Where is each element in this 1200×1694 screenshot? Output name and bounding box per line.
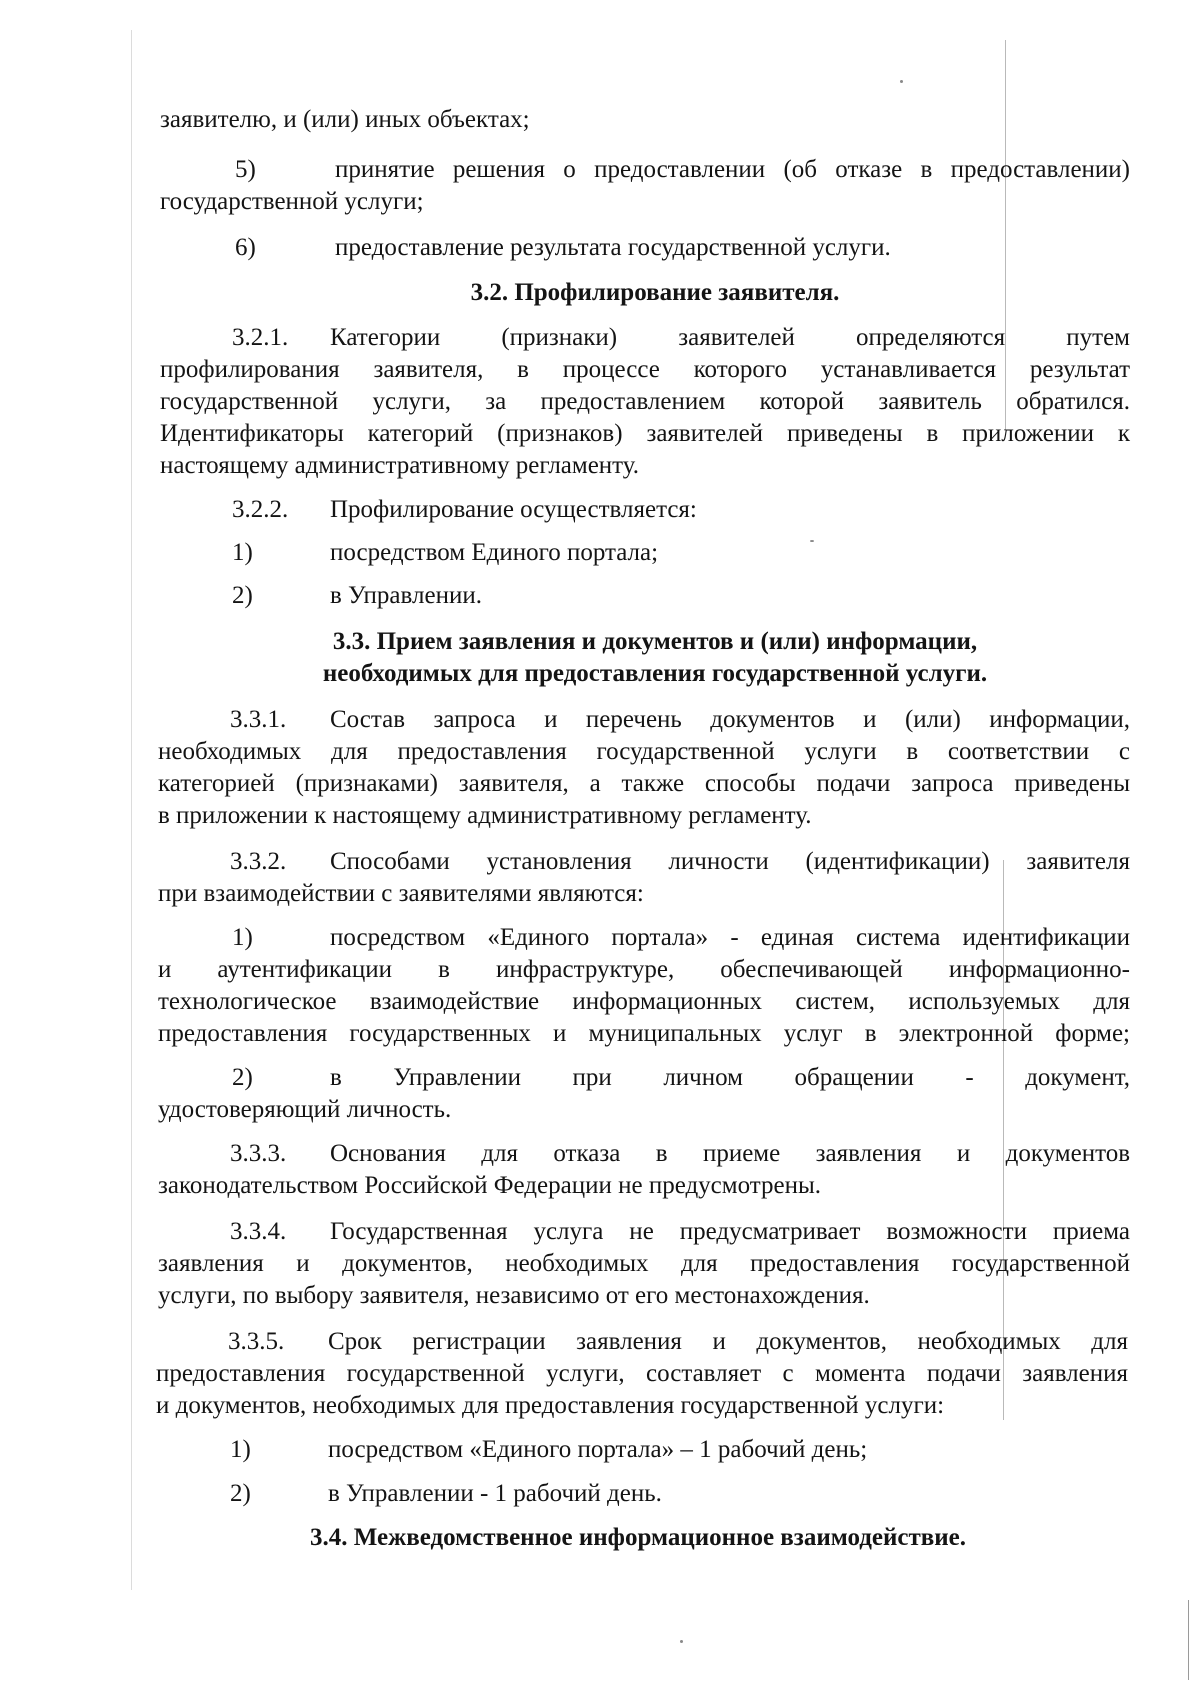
clause-number: 3.2.1. [232,324,289,351]
paragraph-line: предоставления государственной услуги, составляет с момента подачи заявления [156,1360,1128,1387]
paragraph-line: государственной услуги, за предоставлением которой заявитель обратился. [160,388,1130,415]
clause-number: 3.3.5. [228,1328,285,1355]
list-marker: 6) [235,234,256,261]
paragraph-line: Срок регистрации заявления и документов, необходимых для [328,1328,1128,1355]
text-line: государственной услуги; [160,188,424,215]
list-marker: 5) [235,156,256,183]
paragraph-line: Состав запроса и перечень документов и (или) информации, [330,706,1130,733]
paragraph-line: Основания для отказа в приеме заявления и документов [330,1140,1130,1167]
paragraph-line: профилирования заявителя, в процессе которого устанавливается результат [160,356,1130,383]
section-heading: 3.3. Прием заявления и документов и (или) информации, [332,628,978,655]
section-heading: 3.2. Профилирование заявителя. [470,279,840,306]
paragraph-line: в приложении к настоящему административному регламенту. [158,802,812,829]
clause-number: 3.3.1. [230,706,287,733]
clause-number: 3.3.3. [230,1140,287,1167]
list-item-text: посредством Единого портала; [330,539,659,566]
list-item-text: принятие решения о предоставлении (об отказе в предоставлении) [335,156,1130,183]
paragraph-line: необходимых для предоставления государственной услуги в соответствии с [158,738,1130,765]
section-heading: 3.4. Межведомственное информационное взаимодействие. [310,1524,966,1551]
list-marker: 2) [232,1064,253,1091]
paragraph-line: удостоверяющий личность. [158,1096,452,1123]
list-marker: 1) [230,1436,251,1463]
list-marker: 2) [232,582,253,609]
list-marker: 2) [230,1480,251,1507]
text-line: заявителю, и (или) иных объектах; [160,106,530,133]
paragraph-line: предоставления государственных и муниципальных услуг в электронной форме; [158,1020,1130,1047]
paragraph-line: законодательством Российской Федерации не предусмотрены. [158,1172,822,1199]
paragraph-line: категорией (признаками) заявителя, а также способы подачи запроса приведены [158,770,1130,797]
scan-artifact-line [1188,1600,1189,1680]
clause-number: 3.3.2. [230,848,287,875]
list-item-text: в Управлении - 1 рабочий день. [328,1480,662,1507]
paragraph-line: технологическое взаимодействие информационных систем, используемых для [158,988,1130,1015]
section-heading: необходимых для предоставления государственной услуги. [322,660,988,687]
paragraph-line: настоящему административному регламенту. [160,452,640,479]
clause-number: 3.2.2. [232,496,289,523]
list-item-text: в Управлении при личном обращении - документ, [330,1064,1130,1091]
paragraph-line: Профилирование осуществляется: [330,496,697,523]
scan-artifact-dot [680,1640,683,1643]
scan-artifact-dot [900,80,903,83]
list-marker: 1) [232,539,253,566]
paragraph-line: и документов, необходимых для предоставления государственной услуги: [156,1392,945,1419]
clause-number: 3.3.4. [230,1218,287,1245]
paragraph-line: заявления и документов, необходимых для предоставления государственной [158,1250,1130,1277]
paragraph-line: при взаимодействии с заявителями являются: [158,880,644,907]
scan-artifact-line [131,30,132,1590]
paragraph-line: услуги, по выбору заявителя, независимо от его местонахождения. [158,1282,870,1309]
paragraph-line: и аутентификации в инфраструктуре, обеспечивающей информационно- [158,956,1130,983]
list-item-text: предоставление результата государственной услуги. [335,234,891,261]
list-marker: 1) [232,924,253,951]
list-item-text: посредством «Единого портала» - единая система идентификации [330,924,1130,951]
list-item-text: в Управлении. [330,582,482,609]
paragraph-line: Категории (признаки) заявителей определяются путем [330,324,1130,351]
paragraph-line: Идентификаторы категорий (признаков) заявителей приведены в приложении к [160,420,1130,447]
list-item-text: посредством «Единого портала» – 1 рабочий день; [328,1436,868,1463]
paragraph-line: Способами установления личности (идентификации) заявителя [330,848,1130,875]
paragraph-line: Государственная услуга не предусматривает возможности приема [330,1218,1130,1245]
